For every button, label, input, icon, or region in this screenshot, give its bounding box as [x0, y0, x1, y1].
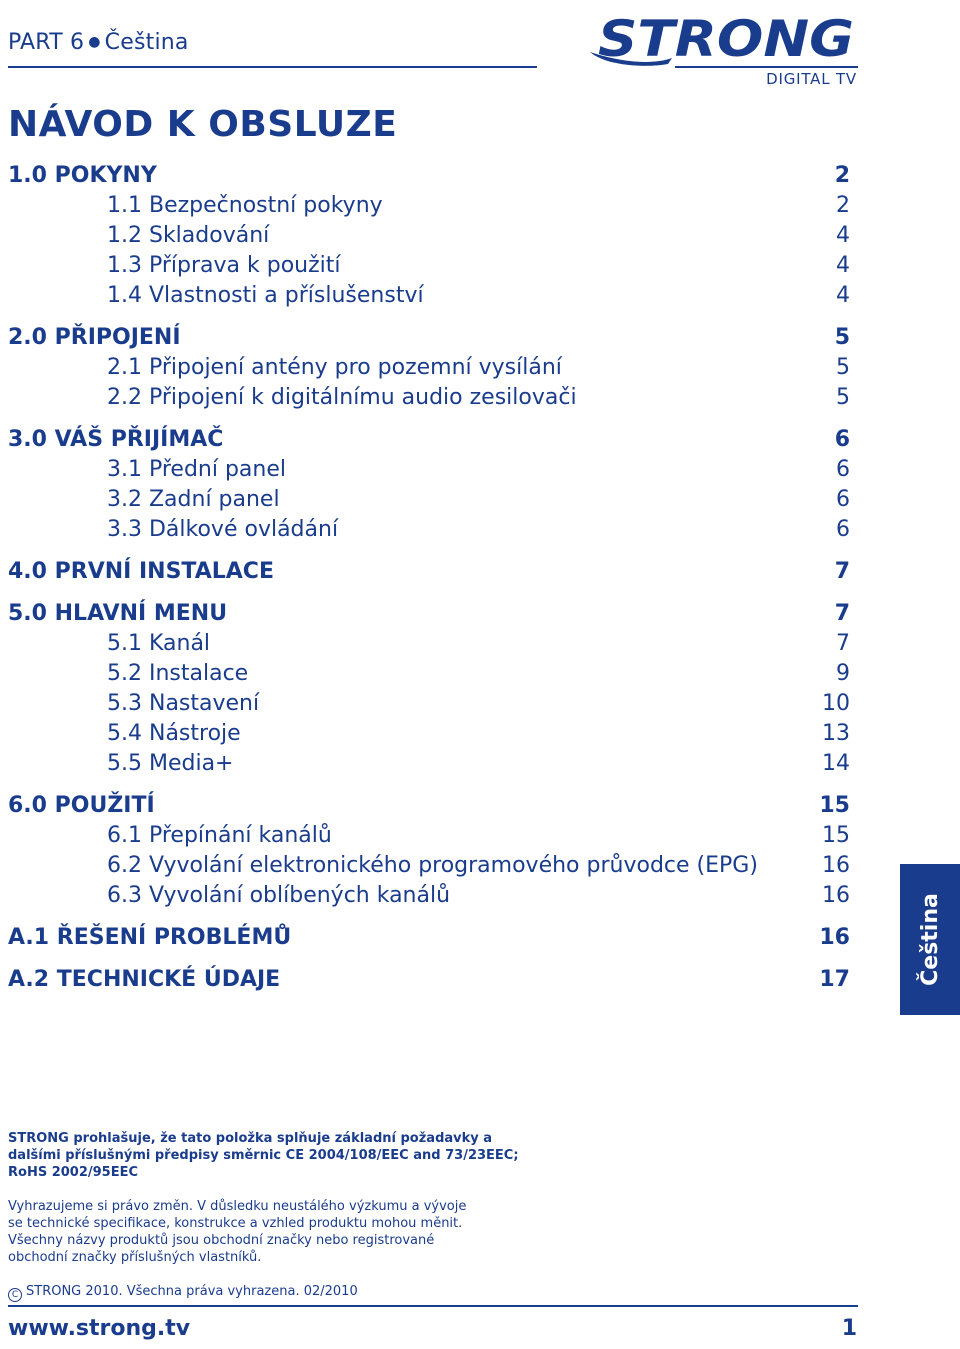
part-label: PART 6: [8, 30, 85, 55]
toc-section: [8, 964, 850, 994]
toc-section: [8, 322, 850, 352]
toc-entry-label: 6.2 Vyvolání elektronického programového průvodce (EPG): [107, 852, 758, 878]
toc-entry-label: 5.0 HLAVNÍ MENU: [8, 600, 228, 626]
footer-divider: [8, 1305, 858, 1307]
toc-entry-label: 2.2 Připojení k digitálnímu audio zesilovači: [107, 384, 577, 410]
language-side-tab: [900, 864, 960, 1015]
toc-entry-label: 5.5 Media+: [107, 750, 234, 776]
toc-entry-label: 1.1 Bezpečnostní pokyny: [107, 192, 383, 218]
toc-subsection: [8, 748, 850, 778]
page-number: 1: [841, 1316, 857, 1341]
toc-section: [8, 790, 850, 820]
toc-subsection: [8, 352, 850, 382]
disclaimer-line: obchodní značky příslušných vlastníků.: [8, 1250, 262, 1265]
toc-page-number: 6: [834, 426, 850, 452]
toc-page-number: 9: [836, 660, 850, 686]
website-link[interactable]: www.strong.tv: [8, 1316, 191, 1341]
toc-page-number: 16: [819, 924, 850, 950]
toc-entry-label: 5.4 Nástroje: [107, 720, 241, 746]
toc-page-number: 5: [836, 384, 850, 410]
toc-page-number: 15: [819, 792, 850, 818]
toc-entry-label: 1.2 Skladování: [107, 222, 270, 248]
disclaimer-text: [8, 1198, 528, 1266]
toc-entry-label: 2.1 Připojení antény pro pozemní vysílání: [107, 354, 562, 380]
toc-subsection: [8, 820, 850, 850]
logo-divider: [675, 66, 858, 68]
declaration-line: STRONG prohlašuje, že tato položka splňuje základní požadavky a: [8, 1131, 493, 1146]
toc-page-number: 14: [822, 750, 850, 776]
toc-page-number: 6: [836, 456, 850, 482]
toc-entry-label: 3.2 Zadní panel: [107, 486, 280, 512]
toc-section: [8, 922, 850, 952]
part-heading: [8, 30, 189, 55]
bullet-icon: ●: [88, 34, 101, 50]
toc-page-number: 6: [836, 486, 850, 512]
toc-subsection: [8, 514, 850, 544]
toc-entry-label: 6.0 POUŽITÍ: [8, 792, 155, 818]
logo-subtitle: DIGITAL TV: [766, 70, 857, 88]
strong-logo: [586, 8, 858, 66]
toc-page-number: 15: [822, 822, 850, 848]
language-label: Čeština: [104, 30, 189, 55]
toc-page-number: 16: [822, 882, 850, 908]
toc-entry-label: 5.2 Instalace: [107, 660, 249, 686]
toc-subsection: [8, 382, 850, 412]
toc-subsection: [8, 454, 850, 484]
toc-page-number: 2: [834, 162, 850, 188]
toc-entry-label: A.2 TECHNICKÉ ÚDAJE: [8, 966, 281, 992]
logo-wordmark: STRONG: [598, 10, 854, 66]
toc-subsection: [8, 220, 850, 250]
toc-page-number: 16: [822, 852, 850, 878]
toc-subsection: [8, 880, 850, 910]
toc-section: [8, 598, 850, 628]
toc-page-number: 5: [834, 324, 850, 350]
declaration-line: RoHS 2002/95EEC: [8, 1165, 139, 1180]
toc-page-number: 6: [836, 516, 850, 542]
toc-subsection: [8, 688, 850, 718]
toc-page-number: 2: [836, 192, 850, 218]
toc-entry-label: 6.1 Přepínání kanálů: [107, 822, 332, 848]
toc-subsection: [8, 850, 850, 880]
declaration-line: dalšími příslušnými předpisy směrnic CE 2004/108/EEC and 73/23EEC;: [8, 1148, 519, 1163]
copyright-text: [8, 1283, 528, 1302]
copyright-label: STRONG 2010. Všechna práva vyhrazena. 02/2010: [26, 1284, 358, 1299]
toc-section: [8, 424, 850, 454]
toc-section: [8, 160, 850, 190]
side-tab-label: Čeština: [917, 893, 943, 986]
toc-page-number: 17: [819, 966, 850, 992]
toc-subsection: [8, 484, 850, 514]
toc-entry-label: 5.1 Kanál: [107, 630, 211, 656]
toc-page-number: 4: [836, 222, 850, 248]
disclaimer-line: se technické specifikace, konstrukce a vzhled produktu mohou měnit.: [8, 1216, 463, 1231]
toc-subsection: [8, 718, 850, 748]
toc-entry-label: 1.0 POKYNY: [8, 162, 157, 188]
toc-entry-label: 1.3 Příprava k použití: [107, 252, 341, 278]
toc-entry-label: 3.1 Přední panel: [107, 456, 287, 482]
table-of-contents: [8, 150, 850, 994]
copyright-icon: C: [8, 1288, 22, 1302]
disclaimer-line: Vyhrazujeme si právo změn. V důsledku neustálého výzkumu a vývoje: [8, 1199, 467, 1214]
toc-entry-label: 1.4 Vlastnosti a příslušenství: [107, 282, 424, 308]
toc-page-number: 13: [822, 720, 850, 746]
toc-page-number: 4: [836, 252, 850, 278]
toc-page-number: 7: [836, 630, 850, 656]
toc-entry-label: A.1 ŘEŠENÍ PROBLÉMŮ: [8, 924, 292, 950]
disclaimer-line: Všechny názvy produktů jsou obchodní značky nebo registrované: [8, 1233, 435, 1248]
toc-section: [8, 556, 850, 586]
toc-entry-label: 3.3 Dálkové ovládání: [107, 516, 339, 542]
declaration-text: [8, 1130, 528, 1181]
toc-subsection: [8, 280, 850, 310]
toc-page-number: 4: [836, 282, 850, 308]
toc-entry-label: 3.0 VÁŠ PŘIJÍMAČ: [8, 426, 224, 452]
toc-subsection: [8, 628, 850, 658]
toc-page-number: 5: [836, 354, 850, 380]
toc-entry-label: 4.0 PRVNÍ INSTALACE: [8, 558, 274, 584]
toc-subsection: [8, 658, 850, 688]
toc-entry-label: 6.3 Vyvolání oblíbených kanálů: [107, 882, 451, 908]
header-divider: [8, 66, 537, 68]
page-title: NÁVOD K OBSLUZE: [8, 104, 398, 145]
toc-entry-label: 5.3 Nastavení: [107, 690, 260, 716]
toc-page-number: 7: [834, 558, 850, 584]
toc-page-number: 10: [822, 690, 850, 716]
toc-entry-label: 2.0 PŘIPOJENÍ: [8, 324, 181, 350]
toc-page-number: 7: [834, 600, 850, 626]
toc-subsection: [8, 190, 850, 220]
toc-subsection: [8, 250, 850, 280]
